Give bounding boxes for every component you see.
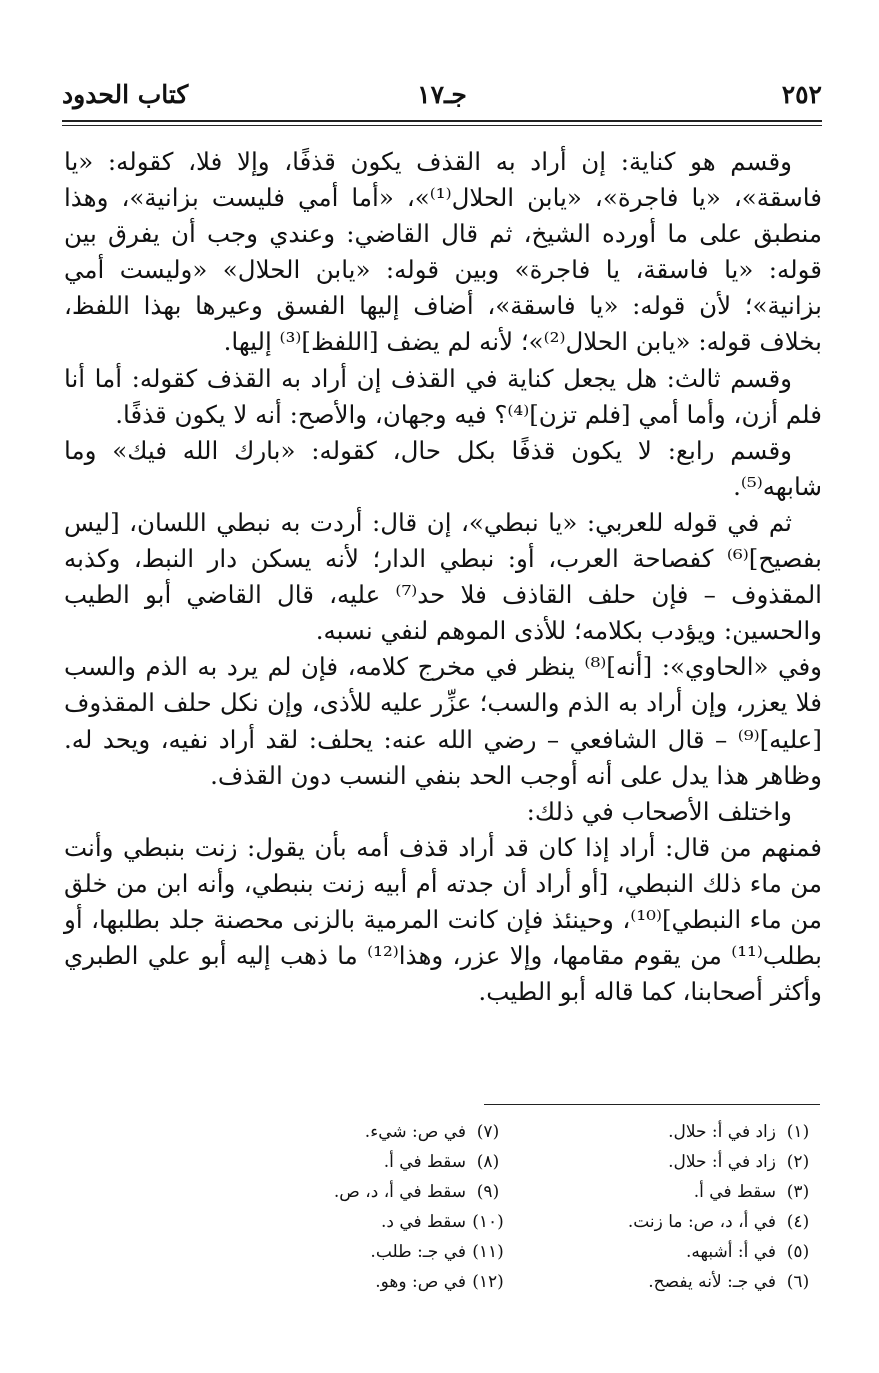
- page-header: [62, 80, 822, 120]
- paragraph-4: ثم في قوله للعربي: «يا نبطي»، إن قال: أردت به نبطي اللسان، [ليس بفصيح]⁽⁶⁾ كفصاحة العرب، أو: نبطي الدار؛ لأنه يسكن دار النبط، وكذبه المقذوف – فإن حلف القاذف فلا حد⁽⁷⁾ عليه، قال القاضي أبو الطيب والحسين: ويؤدب بكلامه؛ للأذى الموهم لنفي نسبه.: [64, 507, 822, 646]
- footnote-number: (١٢): [472, 1272, 504, 1292]
- footnote-text: سقط في أ، د، ص.: [333, 1182, 466, 1202]
- footnote-item: [230, 1177, 510, 1207]
- footnote-text: سقط في د.: [380, 1212, 466, 1232]
- footnote-number: (١): [786, 1122, 810, 1142]
- volume-label: جـ١٧: [417, 80, 467, 109]
- footnote-item: [540, 1237, 820, 1267]
- footnote-number: (٩): [476, 1182, 500, 1202]
- paragraph-1: وقسم هو كناية: إن أراد به القذف يكون قذفًا، وإلا فلا، كقوله: «يا فاسقة»، «يا فاجرة»، «يابن الحلال⁽¹⁾»، «أما أمي فليست بزانية»، وهذا منطبق على ما أورده الشيخ، ثم قال القاضي: وعندي وجب أن يفرق بين قوله: «يا فاسقة، يا فاجرة» وبين قوله: «يابن الحلال» «وليست أمي بزانية»؛ لأن قوله: «يا فاسقة»، أضاف إليها الفسق وعيرها بهذا اللفظ، بخلاف قوله: «يابن الحلال⁽²⁾»؛ لأنه لم يضف [اللفظ]⁽³⁾ إليها.: [64, 147, 822, 357]
- footnote-text: سقط في أ.: [383, 1152, 466, 1172]
- footnote-text: في ص: وهو.: [375, 1272, 466, 1292]
- footnote-number: (١١): [472, 1242, 504, 1262]
- footnote-item: [230, 1237, 510, 1267]
- footnotes-column-right: [540, 1117, 820, 1297]
- footnote-item: [230, 1207, 510, 1237]
- footnote-rule: [484, 1104, 820, 1105]
- footnote-number: (٤): [786, 1212, 810, 1232]
- footnote-number: (٥): [786, 1242, 810, 1262]
- page-number: ٢٥٢: [781, 80, 822, 109]
- footnote-item: [540, 1207, 820, 1237]
- footnote-item: [540, 1147, 820, 1177]
- footnote-item: [540, 1117, 820, 1147]
- footnote-item: [540, 1267, 820, 1297]
- footnote-number: (٣): [786, 1182, 810, 1202]
- footnote-number: (٢): [786, 1152, 810, 1172]
- footnote-item: [230, 1117, 510, 1147]
- paragraph-5: وفي «الحاوي»: [أنه]⁽⁸⁾ ينظر في مخرج كلامه، فإن لم يرد به الذم والسب فلا يعزر، وإن أراد به الذم والسب؛ عزِّر عليه للأذى، وإن نكل حلف المقذوف [عليه]⁽⁹⁾ – قال الشافعي – رضي الله عنه: يحلف: لقد أراد نفيه، ويحد له. وظاهر هذا يدل على أنه أوجب الحد بنفي النسب دون القذف.: [64, 652, 822, 790]
- paragraph-3: وقسم رابع: لا يكون قذفًا بكل حال، كقوله: «بارك الله فيك» وما شابهه⁽⁵⁾.: [64, 435, 822, 501]
- footnote-text: في أ: أشبهه.: [685, 1242, 776, 1262]
- footnote-number: (٦): [786, 1272, 810, 1292]
- footnotes: [250, 1117, 820, 1317]
- header-rule-thick: [62, 120, 822, 122]
- footnote-text: في جـ: لأنه يفصح.: [648, 1272, 776, 1292]
- footnote-number: (٨): [476, 1152, 500, 1172]
- footnote-item: [230, 1267, 510, 1297]
- footnote-text: في جـ: طلب.: [370, 1242, 466, 1262]
- footnote-number: (١٠): [472, 1212, 504, 1232]
- footnote-number: (٧): [476, 1122, 500, 1142]
- book-title: كتاب الحدود: [62, 80, 189, 109]
- footnote-item: [540, 1177, 820, 1207]
- footnote-text: في أ، د، ص: ما زنت.: [627, 1212, 776, 1232]
- paragraph-6: واختلف الأصحاب في ذلك:: [526, 796, 792, 826]
- footnote-text: زاد في أ: حلال.: [668, 1152, 776, 1172]
- footnote-item: [230, 1147, 510, 1177]
- footnote-text: سقط في أ.: [693, 1182, 776, 1202]
- main-text: [64, 144, 822, 1010]
- footnotes-column-left: [230, 1117, 510, 1297]
- footnote-text: في ص: شيء.: [364, 1122, 466, 1142]
- paragraph-2: وقسم ثالث: هل يجعل كناية في القذف إن أراد به القذف كقوله: أما أنا فلم أزن، وأما أمي [فلم تزن]⁽⁴⁾؟ فيه وجهان، والأصح: أنه لا يكون قذفًا.: [64, 363, 822, 429]
- paragraph-7: فمنهم من قال: أراد إذا كان قد أراد قذف أمه بأن يقول: زنت بنبطي وأنت من ماء ذلك النبطي، [أو أراد أن جدته أم أبيه زنت بنبطي، وأنه ابن من خلق من ماء النبطي]⁽¹⁰⁾، وحينئذ فإن كانت المرمية بالزنى محصنة جلد بطلبها، أو بطلب⁽¹¹⁾ من يقوم مقامها، وإلا عزر، وهذا⁽¹²⁾ ما ذهب إليه أبو علي الطبري وأكثر أصحابنا، كما قاله أبو الطيب.: [64, 832, 823, 1007]
- footnote-text: زاد في أ: حلال.: [668, 1122, 776, 1142]
- header-rule-thin: [62, 125, 822, 126]
